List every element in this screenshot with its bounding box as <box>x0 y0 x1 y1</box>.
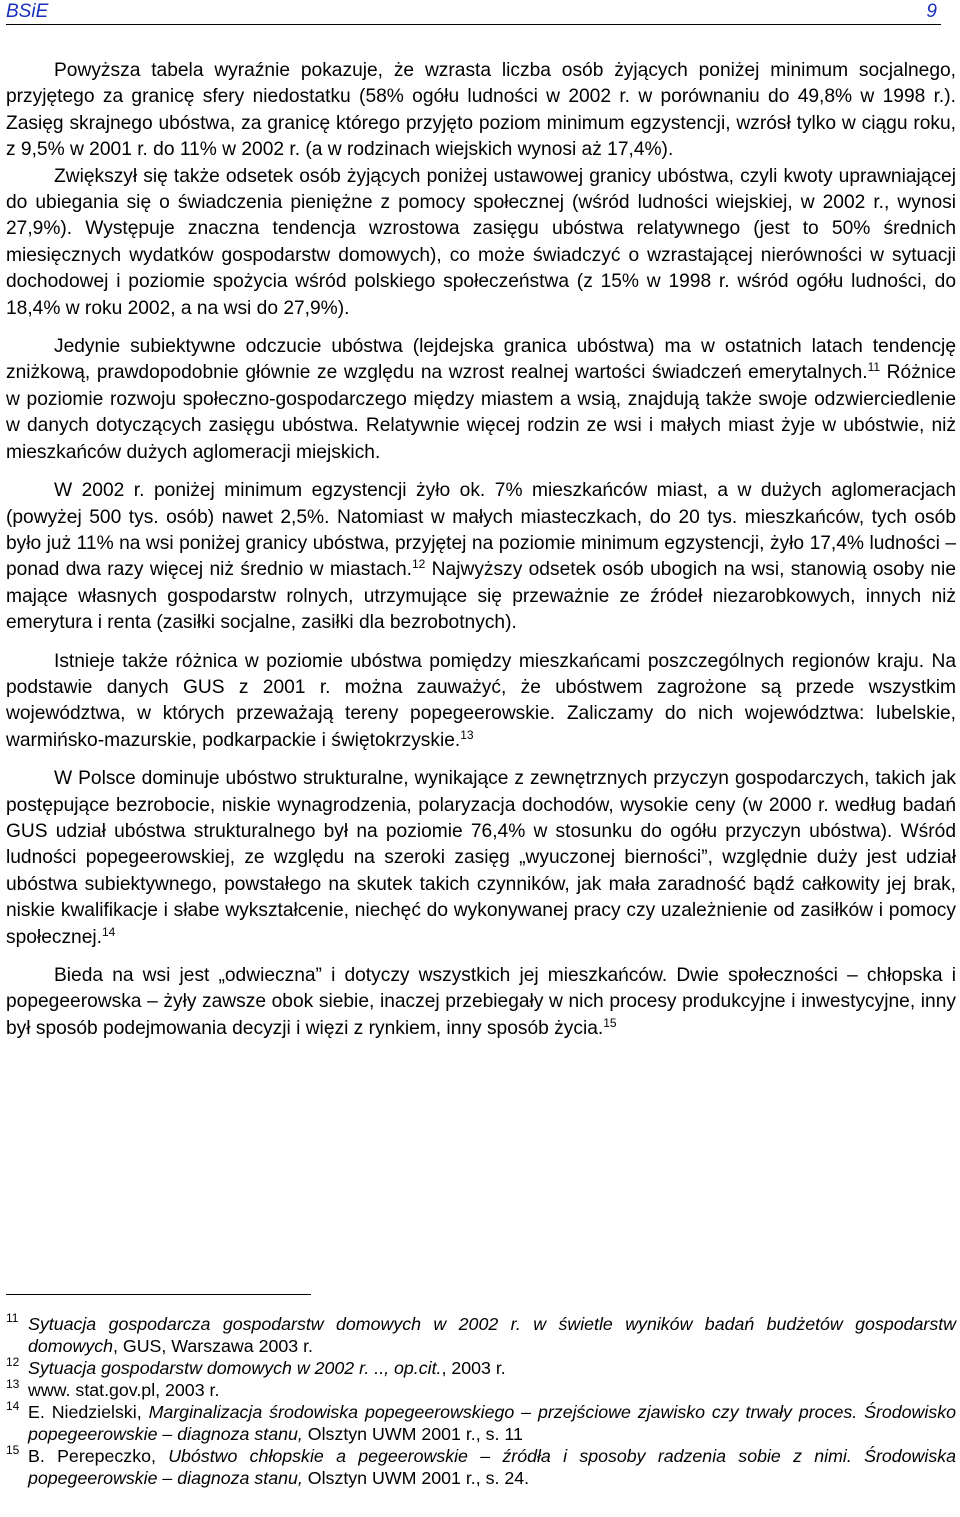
footnote-text: , 2003 r. <box>441 1358 506 1378</box>
footnote-text: B. Perepeczko, <box>28 1446 169 1466</box>
paragraph <box>6 766 956 951</box>
footnote-number: 11 <box>6 1311 19 1325</box>
paragraph-text: Istnieje także różnica w poziomie ubóstwa pomiędzy mieszkańcami poszczególnych regionów kraju. Na podstawie danych GUS z 2001 r. można zauważyć, że ubóstwem zagrożone są przede wszystkim województwa, w których przeważają tereny popegeerowskie. Zaliczamy do nich województwa: lubelskie, warmińsko-mazurskie, podkarpackie i świętokrzyskie. <box>6 650 956 751</box>
paragraph <box>6 334 956 466</box>
footnote-number: 15 <box>6 1443 20 1457</box>
paragraph <box>6 649 956 755</box>
footnote-text: www. stat.gov.pl, 2003 r. <box>28 1380 220 1400</box>
paragraph-text: Zwiększył się także odsetek osób żyjących poniżej ustawowej granicy ubóstwa, czyli kwoty uprawniającej do ubiegania się o świadczenia pieniężne z pomocy społecznej (wśród ludności wiejskiej, w 2002 r., wynosi 27,9%). Występuje znaczna tendencja wzrostowa zasięgu ubóstwa relatywnego (jest to 50% średnich miesięcznych wydatków gospodarstw domowych), co może świadczyć o wzrastającej nierówności w sytuacji dochodowej i poziomie spożycia wśród polskiego społeczeństwa (z 15% w 1998 r. wśród ogółu ludności, do 18,4% w roku 2002, a na wsi do 27,9%). <box>6 165 956 319</box>
paragraph <box>6 58 956 164</box>
footnote-text: , GUS, Warszawa 2003 r. <box>113 1336 313 1356</box>
paragraph-text: W Polsce dominuje ubóstwo strukturalne, wynikające z zewnętrznych przyczyn gospodarczych, takich jak postępujące bezrobocie, niskie wynagrodzenia, polaryzacja dochodów, wysokie ceny (w 2000 r. według badań GUS udział ubóstwa strukturalnego był na poziomie 76,4% w stosunku do ogółu przyczyn ubóstwa). Wśród ludności popegeerowskiej, ze względu na szeroki zasięg „wyuczonej bierności”, względnie duży jest udział ubóstwa subiektywnego, powstałego na skutek takich czynników, jak mała zaradność bądź całkowity jej brak, niskie kwalifikacje i słabe wykształcenie, niechęć do wykonywanej pracy czy uzależnienie od zasiłków i pomocy społecznej. <box>6 768 956 948</box>
paragraph-text: W 2002 r. poniżej minimum egzystencji żyło ok. 7% mieszkańców miast, a w dużych aglomeracjach (powyżej 500 tys. osób) nawet 2,5%. Natomiast w małych miasteczkach, do 20 tys. mieszkańców, tych osób było już 11% na wsi poniżej granicy ubóstwa, przyjętej na poziomie minimum egzystencji, żyło 17,4% ludności – ponad dwa razy więcej niż średnio w miastach. <box>6 480 956 581</box>
footnote-text: Sytuacja gospodarcza gospodarstw domowych w 2002 r. w świetle wyników badań budżetów gospodarstw domowych <box>28 1314 956 1356</box>
paragraph-text: Bieda na wsi jest „odwieczna” i dotyczy wszystkich jej mieszkańców. Dwie społeczności – chłopska i popegeerowska – żyły zawsze obok siebie, inaczej przebiegały w nich procesy produkcyjne i inwestycyjne, inny był sposób podejmowania decyzji i więzi z rynkiem, inny sposób życia. <box>6 965 956 1039</box>
footnote-text: E. Niedzielski, <box>28 1402 149 1422</box>
paragraph-text: Najwyższy odsetek osób ubogich na wsi, stanowią osoby nie mające własnych gospodarstw rolnych, utrzymujące się przeważnie ze źródeł niezarobkowych, innych niż emerytura i renta (zasiłki socjalne, zasiłki dla bezrobotnych). <box>6 559 956 634</box>
header-brand: BSiE <box>6 1 49 22</box>
footnote-separator <box>6 1294 311 1295</box>
footnote-text: Marginalizacja środowiska popegeerowskiego – przejściowe zjawisko czy trwały proces. Środowisko popegeerowskie – diagnoza stanu, <box>28 1402 956 1444</box>
footnote-number: 13 <box>6 1377 20 1391</box>
footnote-number: 14 <box>6 1399 20 1413</box>
footnote <box>6 1401 956 1445</box>
footnote-ref[interactable]: 11 <box>867 360 881 375</box>
body-text <box>6 58 956 1054</box>
paragraph <box>6 478 956 636</box>
footnote <box>6 1445 956 1489</box>
paragraph <box>6 963 956 1042</box>
page-number: 9 <box>926 1 937 22</box>
footnote-text: Olsztyn UWM 2001 r., s. 24. <box>302 1468 530 1488</box>
footnote-text: Olsztyn UWM 2001 r., s. 11 <box>302 1424 523 1444</box>
footnote-ref[interactable]: 13 <box>460 727 474 742</box>
footnotes <box>6 1313 956 1489</box>
footnote-number: 12 <box>6 1355 20 1369</box>
page-header <box>6 0 941 25</box>
footnote-ref[interactable]: 12 <box>411 557 426 572</box>
paragraph-text: Różnice w poziomie rozwoju społeczno-gospodarczego między miastem a wsią, znajdują także swoje odzwierciedlenie w danych dotyczących zasięgu ubóstwa. Relatywnie więcej rodzin ze wsi i małych miast żyje w ubóstwie, niż mieszkańców dużych aglomeracji miejskich. <box>6 362 956 463</box>
footnote <box>6 1313 956 1357</box>
paragraph-text: Powyższa tabela wyraźnie pokazuje, że wzrasta liczba osób żyjących poniżej minimum socjalnego, przyjętego za granicę sfery niedostatku (58% ogółu ludności w 2002 r. w porównaniu do 49,8% w 1998 r.). Zasięg skrajnego ubóstwa, za granicę którego przyjęto poziom minimum egzystencji, wzrósł tylko w ciągu roku, z 9,5% w 2001 r. do 11% w 2002 r. (a w rodzinach wiejskich wynosi aż 17,4%). <box>6 60 956 161</box>
footnote-ref[interactable]: 15 <box>603 1015 617 1030</box>
footnote <box>6 1379 956 1401</box>
footnote-text: Sytuacja gospodarstw domowych w 2002 r. .., op.cit. <box>28 1358 442 1378</box>
paragraph <box>6 164 956 322</box>
footnote <box>6 1357 956 1379</box>
footnote-ref[interactable]: 14 <box>102 924 116 939</box>
footnote-text: Ubóstwo chłopskie a pegeerowskie – źródła i sposoby radzenia sobie z nimi. Środowiska popegeerowskie – diagnoza stanu, <box>28 1446 956 1488</box>
paragraph-text: Jedynie subiektywne odczucie ubóstwa (lejdejska granica ubóstwa) ma w ostatnich latach tendencję zniżkową, prawdopodobnie głównie ze względu na wzrost realnej wartości świadczeń emerytalnych. <box>6 336 956 384</box>
